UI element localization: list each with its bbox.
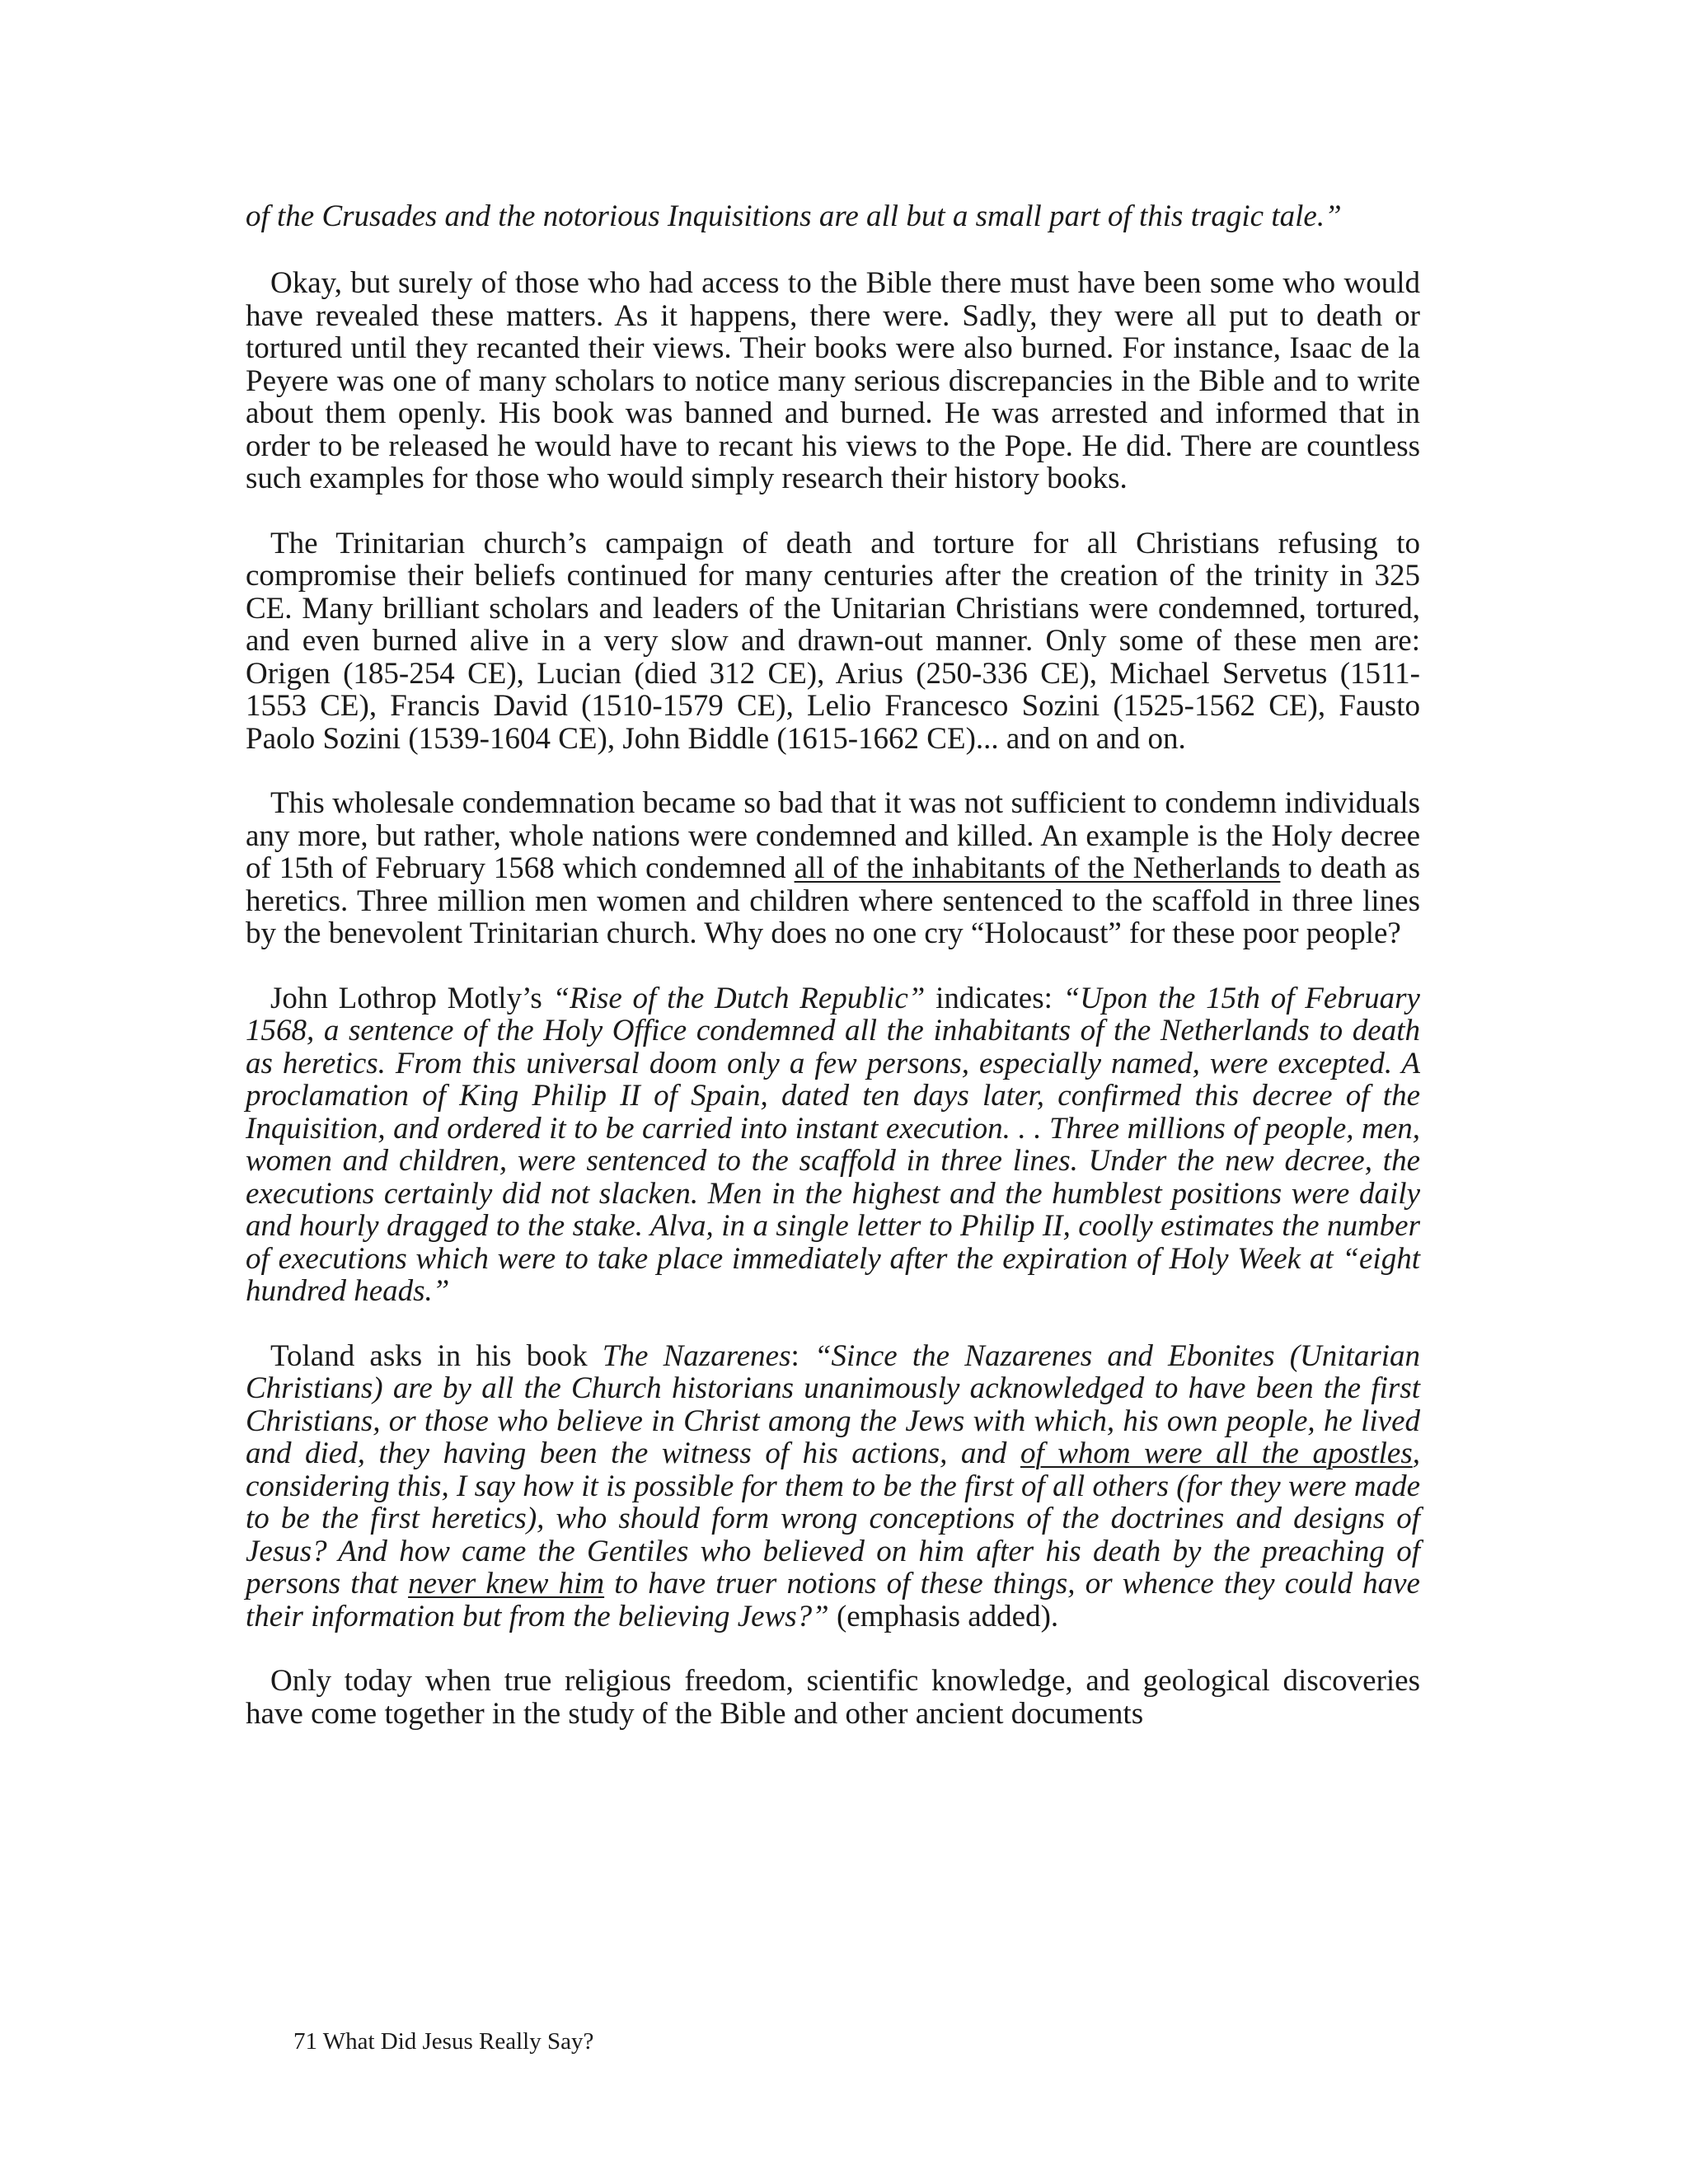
text-span: John Lothrop Motly’s xyxy=(270,981,553,1015)
text-span: indicates: xyxy=(925,981,1063,1015)
text-span: This wholesale condemnation became so bad that it was not sufficient to condemn individuals any more, but rather, whole nations were condemned and killed. An example is the Holy decree of 15th of February 1568 which condemned xyxy=(246,786,1420,885)
quote-text xyxy=(246,1339,1420,1633)
text-span: Toland asks in his book xyxy=(270,1338,603,1373)
text-span: : xyxy=(790,1338,814,1373)
quote-text: “Upon the 15th of February 1568, a sentence of the Holy Office condemned all the inhabitants of the Netherlands to death as heretics. From this universal doom only a few persons, especially named, were excepted. A proclamation of King Philip II of Spain, dated ten days later, confirmed this decree of the Inquisition, and ordered it to be carried into instant execution. . . Three millions of people, men, women and children, were sentenced to the scaffold in three lines. Under the new decree, the executions certainly did not slacken. Men in the highest and the humblest positions were daily and hourly dragged to the stake. Alva, in a single letter to Philip II, coolly estimates the number of executions which were to take place immediately after the expiration of Holy Week at “eight hundred heads.” xyxy=(246,981,1420,1308)
quote-part: to have truer notions of these things, or whence they could have their information but from the believing Jews?” xyxy=(246,1567,1420,1633)
quote-part: , considering this, I say how it is possible for them to be the first of all others (for they were made to be the first heretics), who should form wrong conceptions of the doctrines and designs of Jesus? And how came the Gentiles who believed on him after his death by the preaching of persons that xyxy=(246,1436,1421,1601)
page-footer: 71 What Did Jesus Really Say? xyxy=(293,2028,594,2055)
paragraph-motley-quote xyxy=(246,982,1420,1308)
paragraph-trinitarian-campaign: The Trinitarian church’s campaign of death and torture for all Christians refusing to compromise their beliefs continued for many centuries after the creation of the trinity in 325 CE. Many brilliant scholars and leaders of the Unitarian Christians were condemned, tortured, and even burned alive in a very slow and drawn-out manner. Only some of these men are: Origen (185-254 CE), Lucian (died 312 CE), Arius (250-336 CE), Michael Servetus (1511-1553 CE), Francis David (1510-1579 CE), Lelio Francesco Sozini (1525-1562 CE), Fausto Paolo Sozini (1539-1604 CE), John Biddle (1615-1662 CE)... and on and on. xyxy=(246,526,1420,756)
paragraph-bible-access: Okay, but surely of those who had access to the Bible there must have been some who would have revealed these matters. As it happens, there were. Sadly, they were all put to death or tortured until they recanted their views. Their books were also burned. For instance, Isaac de la Peyere was one of many scholars to notice many serious discrepancies in the Bible and to write about them openly. His book was banned and burned. He was arrested and informed that in order to be released he would have to recant his views to the Pope. He did. There are countless such examples for those who would simply research their history books. xyxy=(246,266,1420,495)
paragraph-wholesale-condemnation xyxy=(246,787,1420,950)
underlined-emphasis: of whom were all the apostles xyxy=(1020,1436,1413,1470)
paragraph-crusades-continuation xyxy=(246,199,1420,234)
paragraph-toland-quote xyxy=(246,1340,1420,1633)
quote-text: of the Crusades and the notorious Inquisitions are all but a small part of this tragic tale.” xyxy=(246,199,1342,233)
quote-part: “Since the Nazarenes and Ebonites (Unitarian Christians) are by all the Church historians unanimously acknowledged to have been the first Christians, or those who believe in Christ among the Jews with which, his own people, he lived and died, they having been the witness of his actions, and xyxy=(246,1338,1420,1470)
book-title: “Rise of the Dutch Republic” xyxy=(552,981,926,1015)
text-span: (emphasis added). xyxy=(828,1599,1059,1633)
underlined-emphasis: never knew him xyxy=(408,1567,605,1601)
book-title: The Nazarenes xyxy=(602,1338,791,1373)
underlined-emphasis: all of the inhabitants of the Netherlands xyxy=(794,851,1281,885)
text-span: to death as heretics. Three million men women and children where sentenced to the scaffold in three lines by the benevolent Trinitarian church. Why does no one cry “Holocaust” for these poor people? xyxy=(246,851,1420,950)
page-body xyxy=(246,199,1420,1762)
paragraph-only-today: Only today when true religious freedom, scientific knowledge, and geological discoveries have come together in the study of the Bible and other ancient documents xyxy=(246,1664,1420,1731)
